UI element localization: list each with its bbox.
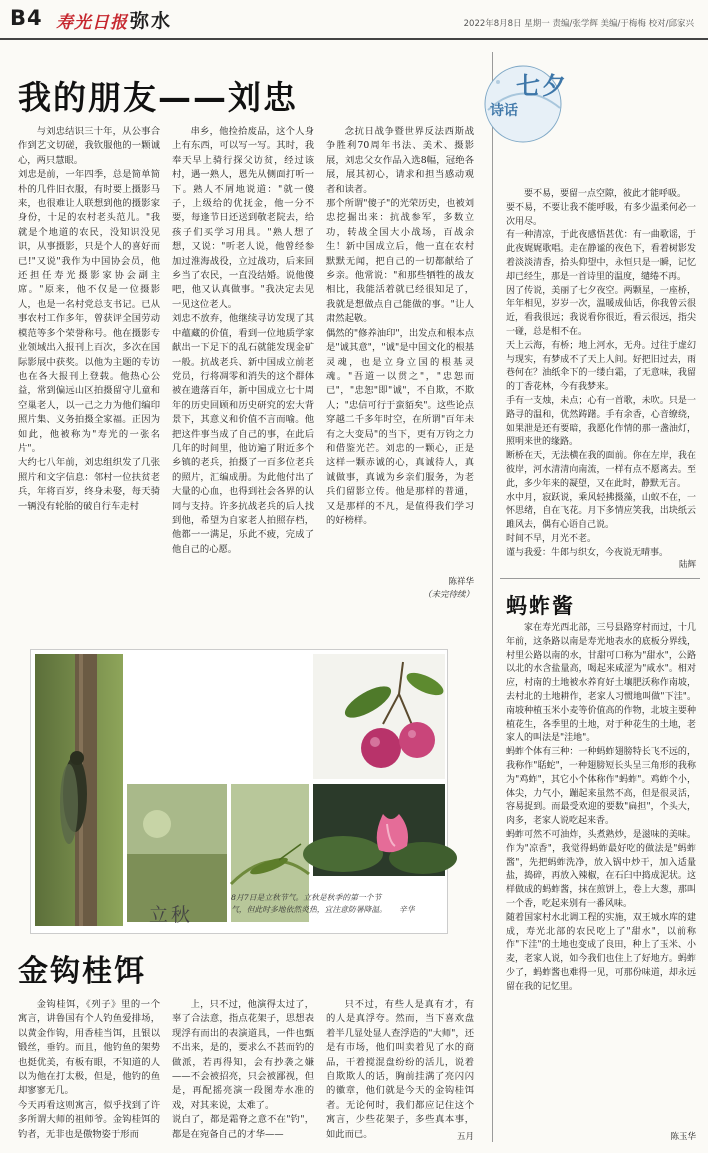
article2-col1: 金钩桂饵，《列子》里的一个寓言，讲鲁国有个人钓鱼爱排场，以黄金作钩，用香桂当饵，且银以锻丝，垂钓。而且，他钓鱼的架势也挺优美，有板有眼，不知道的人以为他在打太极，但是，他钓的鱼却寥寥无几。 今天再看这则寓言，似乎找到了许多所谓大师的祖师爷。金钩桂饵的钓者，无非也是傲物姿于形而	[18, 999, 160, 1140]
article1-author: 陈祥华	[448, 577, 474, 587]
article-title-gold-hook: 金钩桂饵	[18, 954, 146, 989]
article3-body: 家在寿光西北部，三号县路穿村而过，十几年前，这条路以南是寿光地表水的底板分界线，村里公路以南的水，甘甜可口称为"甜水"，公路以北的水含盐量高，喝起来咸涩为"咸水"。相对应，村南的土地被水养育好土壤肥沃称作南坡，去村北的土地耕作，老家人习惯地叫做"下洼"。南坡种植玉米小麦等价值高的作物，北坡主要种植花生，各季里的土地，对于种花生的土地，老家人的叫法是"洼地"。 蚂蚱个体有三种：一种蚂蚱翅膀特长飞不远的，我称作"聒蛇"，一种翅膀短长头呈三角形的我称为"鸡蚱"，其它小个体称作"蚂蚱"。鸡蚱个小，体尖，力气小，蹦起来虽然不高，但是很灵活，容易捉到。而最受欢迎的要数"扁担"，个头大，肉多，老家人说吃起来香。 蚂蚱可然不可油炸，头煮熟炒，是滋味的美味。作为"凉香"，我觉得蚂蚱最好吃的做法是"蚂蚱酱"，先把蚂蚱洗净，放入锅中炒干，加入适量盐，捣碎，再放入辣椒，在石臼中捣成泥状。这样做成的蚂蚱酱，抹在煎饼上，卷上大葱，那叫一个香，吃起来别有一番风味。 随着国家村水北调工程的实施，双王城水库的建成，寿光北部的农民吃上了"甜水"，以前称作"下洼"的土地也变成了良田，种上了玉米、小麦，老家人说，如今我们也住上了好地方。蚂蚱少了，蚂蚱酱也难得一见，可那份味道，却永远留在我的记忆里。	[506, 623, 696, 992]
article3-author: 陈玉华	[670, 1132, 696, 1142]
newspaper-logo: 寿光日报	[56, 13, 128, 33]
sidebar-author: 陆辉	[678, 560, 696, 570]
column-divider	[492, 52, 493, 1142]
header-meta: 2022年8月8日 星期一 责编/张学辉 美编/于梅梅 校对/邱家兴	[463, 19, 694, 29]
photo-credit: 辛华	[399, 905, 415, 914]
article1-col2: 串乡，他捡拾废品，这个人身上有东西，可以写一写。其时，我奉天早上骑行探父访贫，经过该村，遇一熟人，恩先从侧面打听一下。熟人不屑地说道："就一傻子，上级给的优抚金，他一分不要，每逢节日还送到敬老院去，给孩子们买学习用具。"熟人想了想，又说："听老人说，他曾经参加过淮海战役，立过战功，后来回乡当了农民，一直没结婚。说他傻吧，他又认真做事。"我决定去见一见这位老人。 刘忠不放弃，他继续寻访发现了其中蕴藏的价值，看到一位地质学家献出一下足下的乱石就能发现金矿一般。抗战老兵、新中国成立前老党员，行将凋零和消失的这个群体被在遗落百年，新中国成立七十周年的历史回顾和历史研究的宏大背景下，其意义和价值不言而喻。他把这件事当成了自己的事，在此后几年的时间里，他访遍了附近多个乡镇的老兵，拍摄了一百多位老兵的照片，汇编成册。为此他付出了大量的心血，也得到社会各界的认同与支持。许多抗战老兵的后人找到他，希望为自家老人拍照存档，他都一一满足，乐此不疲，完成了他自己的心愿。	[172, 126, 314, 555]
page-header	[0, 0, 708, 40]
sidebar-divider	[500, 578, 700, 579]
lotus-photo	[313, 784, 445, 876]
article-title-friend: 我的朋友——刘忠	[18, 78, 298, 117]
article1-col1: 与刘忠结识三十年，从公事合作到艺文切磋，我钦服他的一颗诚心，两只慧眼。 刘忠是前，一年四季，总是简单简朴的几件旧衣服，有时要上摄影马来，也很难让人联想到他的摄影家身份，十足的农村老头范儿。"我就是个地道的农民，没知识没见识，从事摄影，只是个人的喜好而已!"又说"我作为中国协会员，他还担任寿光摄影家协会副主席。"原来，他不仅是一位摄影人，也是一名村党总支书记。已从事农村工作多年，曾获评全国劳动模范等多个荣誉称号。他在摄影专业领域出入报刊上百次，多次在国际影展中获奖。以他为主题的专访也在各大报刊上登载。他热心公益，常到偏远山区拍摄留守儿童和空巢老人，以一己之力为他们编印照片集、义务拍摄全家福。正因为如此，他被称为"寿光的一张名片"。 大约七八年前，刘忠组织发了几张照片和文字信息：邻村一位扶贫老兵，年将百岁，终身未娶，每天骑一辆没有轮胎的破自行车走村	[18, 126, 160, 512]
cicada-photo	[35, 654, 123, 926]
photo-label: 立秋	[149, 904, 194, 926]
page-number: B4	[10, 6, 43, 30]
article2-col2: 上，只不过，他演得太过了，辜了合法意，指点花架子，思想表现浮有而出的表演道具，一件也甄不出来，是的，要求么不甚而钓的做派，若再得知，会有抄袭之嫌——不会被招亮，只会被鄙视，但是，再配摇亮演一段图寿水准的戏，对其来说，太难了。 说白了，都是霜脊之意不在"钓"，都是在宛备自己的才华——	[172, 999, 314, 1140]
article2-author: 五月	[456, 1132, 474, 1142]
photo-feature	[30, 649, 448, 934]
article2-col3: 只不过，有些人是真有才，有的人是真浮夸。然而，当下喜欢盘着半几显处显人查浮造的"大师"，还是有市场，他们叫卖着见了水的商品，干着搅混盘纷纷的活儿，说着自欺欺人的话，胸前挂满了亮闪闪的徽章，他们就是今天的金钩桂饵者。无论何时，我们都应记住这个寓言，少些花架子，多些真本事，如此而已。	[326, 999, 475, 1140]
article-title-grasshopper-sauce: 蚂蚱酱	[506, 594, 575, 618]
article1-col3: 念抗日战争暨世界反法西斯战争胜利70周年书法、美术、摄影展，刘忠父女作品入选8幅，冠绝各展，展其初心，请求和担当感动观者和读者。 那个所谓"傻子"的光荣历史，也被刘忠挖掘出来：抗战参军，多数立功，转战全国大小战场，百战余生！新中国成立后，他一直在农村默默无闻，把自己的一切都献给了乡亲。他常说："和那些牺牲的战友相比，我能活着就已经很知足了，我就是想做点自己能做的事。"让人肃然起敬。 偶然的"修养油印"，出发点和根本点是"诚其意"，"诚"是中国文化的根基灵魂，也是立身立国的根基灵魂。"吾道一以贯之"，"忠恕而已"，"忠恕"即"诚"，不自欺，不欺人；"忠信可行于蛮貊矣"。这些论点穿越二千多年时空，在所谓"百年未有之大变局"的当下，更有万钧之力和借鉴光芒。刘忠的一颗心，正是这样一颗赤诚的心，真诚待人，真诚做事，真诚为乡亲们服务，为老兵们留影立传。他是那样的普通，又是那样的不凡，是值得我们学习的好榜样。	[326, 126, 475, 526]
berries-photo	[313, 654, 445, 779]
badge-title: 七夕	[516, 71, 568, 100]
blank-space	[127, 654, 307, 779]
article1-continued: （未完待续）	[422, 590, 474, 600]
section-title: 弥水	[130, 10, 173, 32]
badge-subtitle: 诗话	[490, 103, 518, 119]
photo-caption: 8月7日是立秋节气。立秋是秋季的第一个节气，但此时多地依然炎热，宜注意防暑降温。	[231, 893, 387, 914]
qixi-badge	[478, 58, 568, 146]
sidebar-poem: 要不易，要留一点空隙，彼此才能呼吸。 要不易，不要让我不能呼吸，有多少温柔何必一次用尽。 有一种清凉，于此夜感悟甚优：有一曲歌谣，于此夜娓娓歌唱。走在静谧的夜色下，看着树影发着淡淡清香，拾头仰望中，永恒只是一瞬，记忆却已经生，那是一首诗里的温度，缱绻不再。 因了传说，美丽了七夕夜空。两颗星，一座桥，年年相见，岁岁一次，温暖成仙话，你我曾云很近，看我很远；我说看你很近，看云很远，指尖一碰，总是相不在。 天上云海，有桥；地上河水，无舟。过往于虚幻与现实，有梦成不了天上人间。好把旧过去，雨巷何在？油纸伞下的一缕白霜，了无意味，我留的丁香花林，今有我梦来。 手有一支烛，未点；心有一首歌，未吹。只是一路寻的温和，优然踌躇。手有余香，心音缭绕，如果泄是还有要暗，我愿化作情的那一盏油灯，照明来世的缘路。 断桥在天，无法横在我的面前。你在左岸，我在彼岸，河水清清向南流，一样有点不愿离去。至此，多少年来的凝望，又在此时，静默无言。 水中月，寂跃说，乘风轻拂摄藻，山蚁不在，一怀思绪，自在飞花。月下多情应笑我，出块纸云雎风去，偶有心语自己说。 时间不早，月光不老。 谨与我爱：牛郎与织女，今夜说无晴事。	[506, 189, 696, 558]
